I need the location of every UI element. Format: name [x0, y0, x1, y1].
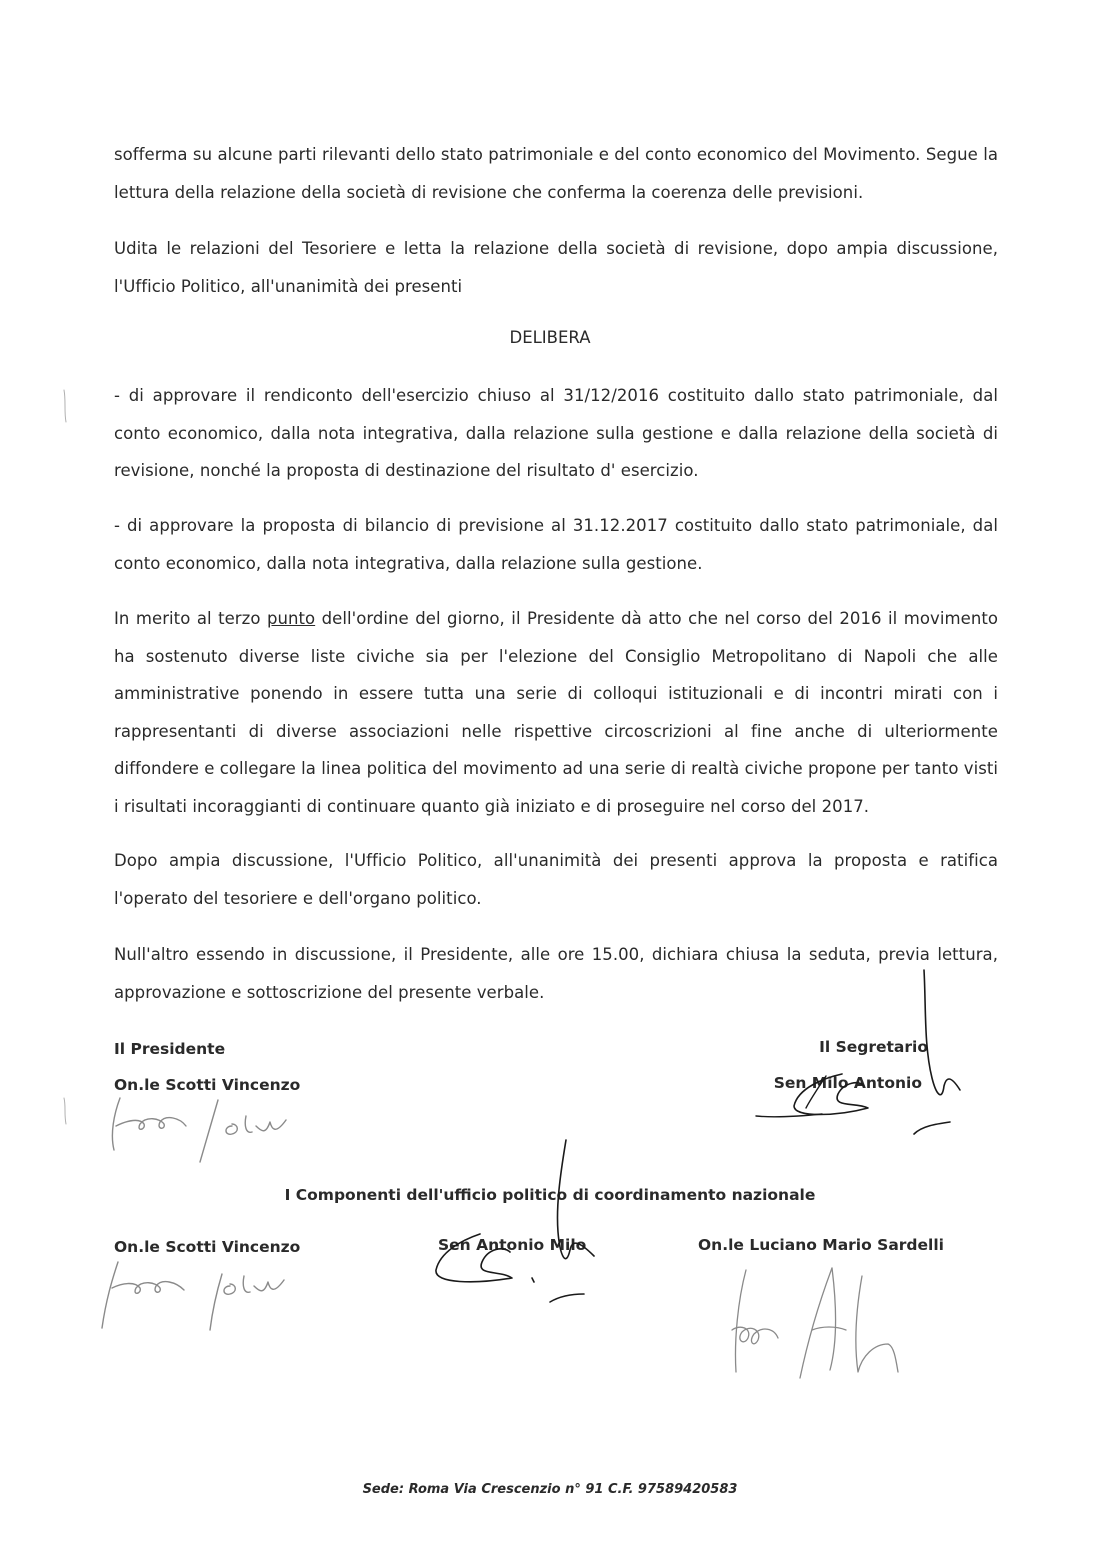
paragraph-terzo-punto	[114, 600, 998, 825]
margin-mark	[58, 386, 78, 436]
secretary-signature	[746, 966, 996, 1136]
paragraph-delibera-1: - di approvare il rendiconto dell'esercizio chiuso al 31/12/2016 costituito dallo stato patrimoniale, dal conto economico, dalla nota integrativa, dalla relazione sulla gestione e dalla relazione della società di revisione, nonché la proposta di destinazione del risultato d' esercizio.	[114, 386, 998, 480]
margin-mark	[58, 1094, 78, 1134]
paragraph-null-altro: Null'altro essendo in discussione, il Presidente, alle ore 15.00, dichiara chiusa la seduta, previa lettura, approvazione e sottoscrizione del presente verbale.	[114, 945, 998, 1002]
terzo-punto-before: In merito al terzo	[114, 609, 267, 628]
member-2-name: Sen Antonio Milo	[438, 1236, 587, 1254]
secretary-name: Sen Milo Antonio	[773, 1074, 922, 1092]
heading-delibera: DELIBERA	[509, 328, 591, 347]
paragraph-delibera-2: - di approvare la proposta di bilancio di previsione al 31.12.2017 costituito dallo stato patrimoniale, dal conto economico, dalla nota integrativa, dalla relazione sulla gestione.	[114, 516, 998, 573]
member-3-signature	[712, 1260, 922, 1390]
president-signature	[100, 1090, 330, 1170]
member-1-signature	[98, 1256, 318, 1336]
secretary-title: Il Segretario	[819, 1038, 928, 1056]
member-3-name: On.le Luciano Mario Sardelli	[698, 1236, 944, 1254]
committee-title: I Componenti dell'ufficio politico di coordinamento nazionale	[284, 1186, 816, 1204]
paragraph-intro: sofferma su alcune parti rilevanti dello stato patrimoniale e del conto economico del Movimento. Segue la lettura della relazione della società di revisione che conferma la coerenza delle previsioni.	[114, 145, 998, 202]
terzo-punto-underlined: punto	[266, 609, 316, 628]
paragraph-dopo-ampia: Dopo ampia discussione, l'Ufficio Politico, all'unanimità dei presenti approva la proposta e ratifica l'operato del tesoriere e dell'organo politico.	[114, 851, 998, 908]
president-title: Il Presidente	[114, 1040, 226, 1058]
member-1-name: On.le Scotti Vincenzo	[114, 1238, 301, 1256]
paragraph-udita: Udita le relazioni del Tesoriere e letta la relazione della società di revisione, dopo ampia discussione, l'Ufficio Politico, all'unanimità dei presenti	[114, 239, 998, 296]
footer-address: Sede: Roma Via Crescenzio n° 91 C.F. 97589420583	[362, 1482, 738, 1497]
terzo-punto-after: dell'ordine del giorno, il Presidente dà atto che nel corso del 2016 il movimento ha sostenuto diverse liste civiche sia per l'elezione del Consiglio Metropolitano di Napoli che alle amministrative ponendo in essere tutta una serie di colloqui istituzionali e di incontri mirati con i rappresentanti di diverse associazioni nelle rispettive circoscrizioni al fine anche di ulteriormente diffondere e collegare la linea politica del movimento ad una serie di realtà civiche propone per tanto visti i risultati incoraggianti di continuare quanto già iniziato e di proseguire nel corso del 2017.	[114, 609, 999, 816]
president-name: On.le Scotti Vincenzo	[114, 1076, 301, 1094]
member-2-signature	[420, 1136, 640, 1316]
